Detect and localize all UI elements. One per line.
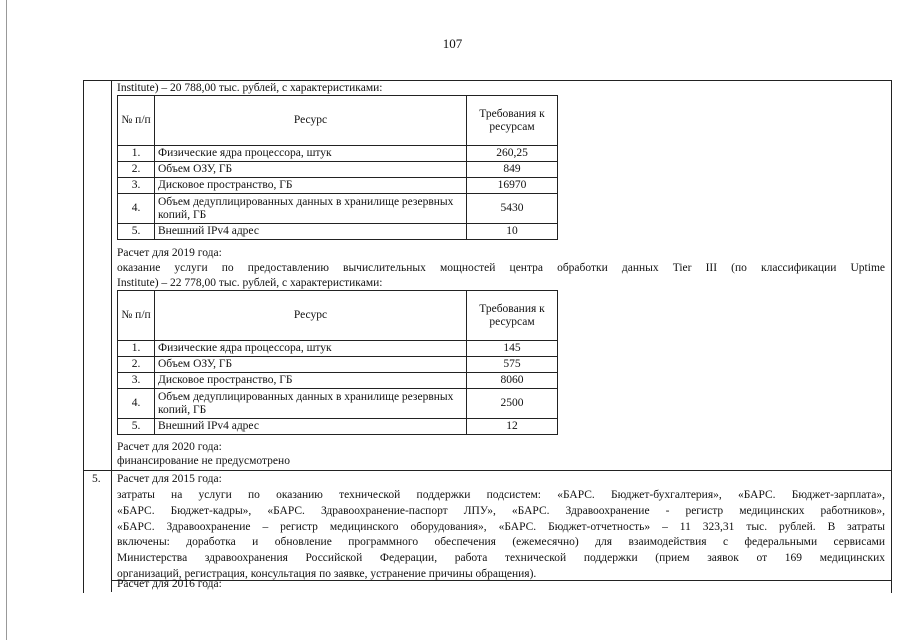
subsection-divider — [111, 580, 891, 581]
row-value: 16970 — [467, 178, 558, 194]
calc-2019-line2: Institute) – 22 778,00 тыс. рублей, с характеристиками: — [117, 277, 383, 289]
row-resource: Внешний IPv4 адрес — [155, 224, 467, 240]
row-resource: Объем ОЗУ, ГБ — [155, 162, 467, 178]
row-resource: Объем дедуплицированных данных в хранилище резервных копий, ГБ — [155, 389, 467, 419]
table-row — [118, 178, 558, 194]
row-num: 1. — [118, 341, 155, 357]
table-row — [118, 341, 558, 357]
row-value: 145 — [467, 341, 558, 357]
row-resource: Физические ядра процессора, штук — [155, 146, 467, 162]
calc-2019-line1: оказание услуги по предоставлению вычислительных мощностей центра обработки данных Tier III (по классификации Uptime — [117, 262, 885, 274]
calc-2016-label: Расчет для 2016 года: — [117, 578, 222, 590]
table-row — [118, 146, 558, 162]
row-value: 5430 — [467, 194, 558, 224]
paragraph-line: включены: доработка и обновление программного обеспечения (ежемесячно) для взаимодействия с федеральными сервисами — [117, 536, 885, 549]
section5-number: 5. — [92, 473, 101, 485]
table-row — [118, 194, 558, 224]
row-resource: Дисковое пространство, ГБ — [155, 373, 467, 389]
row-num: 2. — [118, 162, 155, 178]
header-requirements: Требования к ресурсам — [467, 291, 558, 341]
row-resource: Объем дедуплицированных данных в хранилище резервных копий, ГБ — [155, 194, 467, 224]
page-number: 107 — [442, 36, 463, 51]
row-value: 8060 — [467, 373, 558, 389]
calc-2019-label: Расчет для 2019 года: — [117, 247, 222, 259]
row-num: 3. — [118, 373, 155, 389]
header-requirements: Требования к ресурсам — [467, 96, 558, 146]
header-num: № п/п — [118, 96, 155, 146]
row-value: 12 — [467, 419, 558, 435]
paragraph-line: «БАРС. Бюджет-кадры», «БАРС. Здравоохранение-паспорт ЛПУ», «БАРС. Здравоохранение - регистр медицинских работников», — [117, 504, 885, 517]
header-num: № п/п — [118, 291, 155, 341]
row-resource: Внешний IPv4 адрес — [155, 419, 467, 435]
table-header-row — [118, 96, 558, 146]
calc-2020-text: финансирование не предусмотрено — [117, 455, 290, 467]
header-resource: Ресурс — [155, 291, 467, 341]
row-value: 849 — [467, 162, 558, 178]
paragraph-line: «БАРС. Здравоохранение – регистр медицинского оборудования», «БАРС. Бюджет-отчетность» – 11 323,31 тыс. рублей. В затраты — [117, 520, 885, 533]
row-num: 3. — [118, 178, 155, 194]
scan-edge-mark — [6, 0, 7, 640]
row-num: 5. — [118, 419, 155, 435]
table-row — [118, 357, 558, 373]
row-value: 260,25 — [467, 146, 558, 162]
paragraph-line: Министерства здравоохранения Российской Федерации, работа технической поддержки (прием заявок от 169 медицинских — [117, 552, 885, 565]
row-resource: Физические ядра процессора, штук — [155, 341, 467, 357]
table-row — [118, 224, 558, 240]
table-row — [118, 373, 558, 389]
row-num: 1. — [118, 146, 155, 162]
row-value: 2500 — [467, 389, 558, 419]
section-divider — [83, 470, 891, 471]
row-num: 4. — [118, 389, 155, 419]
table-header-row — [118, 291, 558, 341]
calc-2019-text — [117, 261, 885, 291]
calc-2020-label: Расчет для 2020 года: — [117, 441, 222, 453]
row-resource: Объем ОЗУ, ГБ — [155, 357, 467, 373]
paragraph-line: организаций, регистрация, консультация по заявке, устранение причины обращения). — [117, 567, 537, 580]
row-value: 575 — [467, 357, 558, 373]
calc-2015-paragraph — [117, 488, 885, 583]
paragraph-line: затраты на услуги по оказанию технической поддержки подсистем: «БАРС. Бюджет-бухгалтерия», «БАРС. Бюджет-зарплата», — [117, 489, 885, 501]
table-row — [118, 389, 558, 419]
row-resource: Дисковое пространство, ГБ — [155, 178, 467, 194]
row-num: 2. — [118, 357, 155, 373]
row-num: 4. — [118, 194, 155, 224]
row-number-column-divider — [111, 80, 112, 592]
table-row — [118, 162, 558, 178]
resource-table-2019 — [117, 290, 558, 435]
row-value: 10 — [467, 224, 558, 240]
table-row — [118, 419, 558, 435]
row-num: 5. — [118, 224, 155, 240]
resource-table-2018 — [117, 95, 558, 240]
section4-intro-tail: Institute) – 20 788,00 тыс. рублей, с характеристиками: — [117, 82, 383, 94]
calc-2015-label: Расчет для 2015 года: — [117, 473, 222, 485]
header-resource: Ресурс — [155, 96, 467, 146]
